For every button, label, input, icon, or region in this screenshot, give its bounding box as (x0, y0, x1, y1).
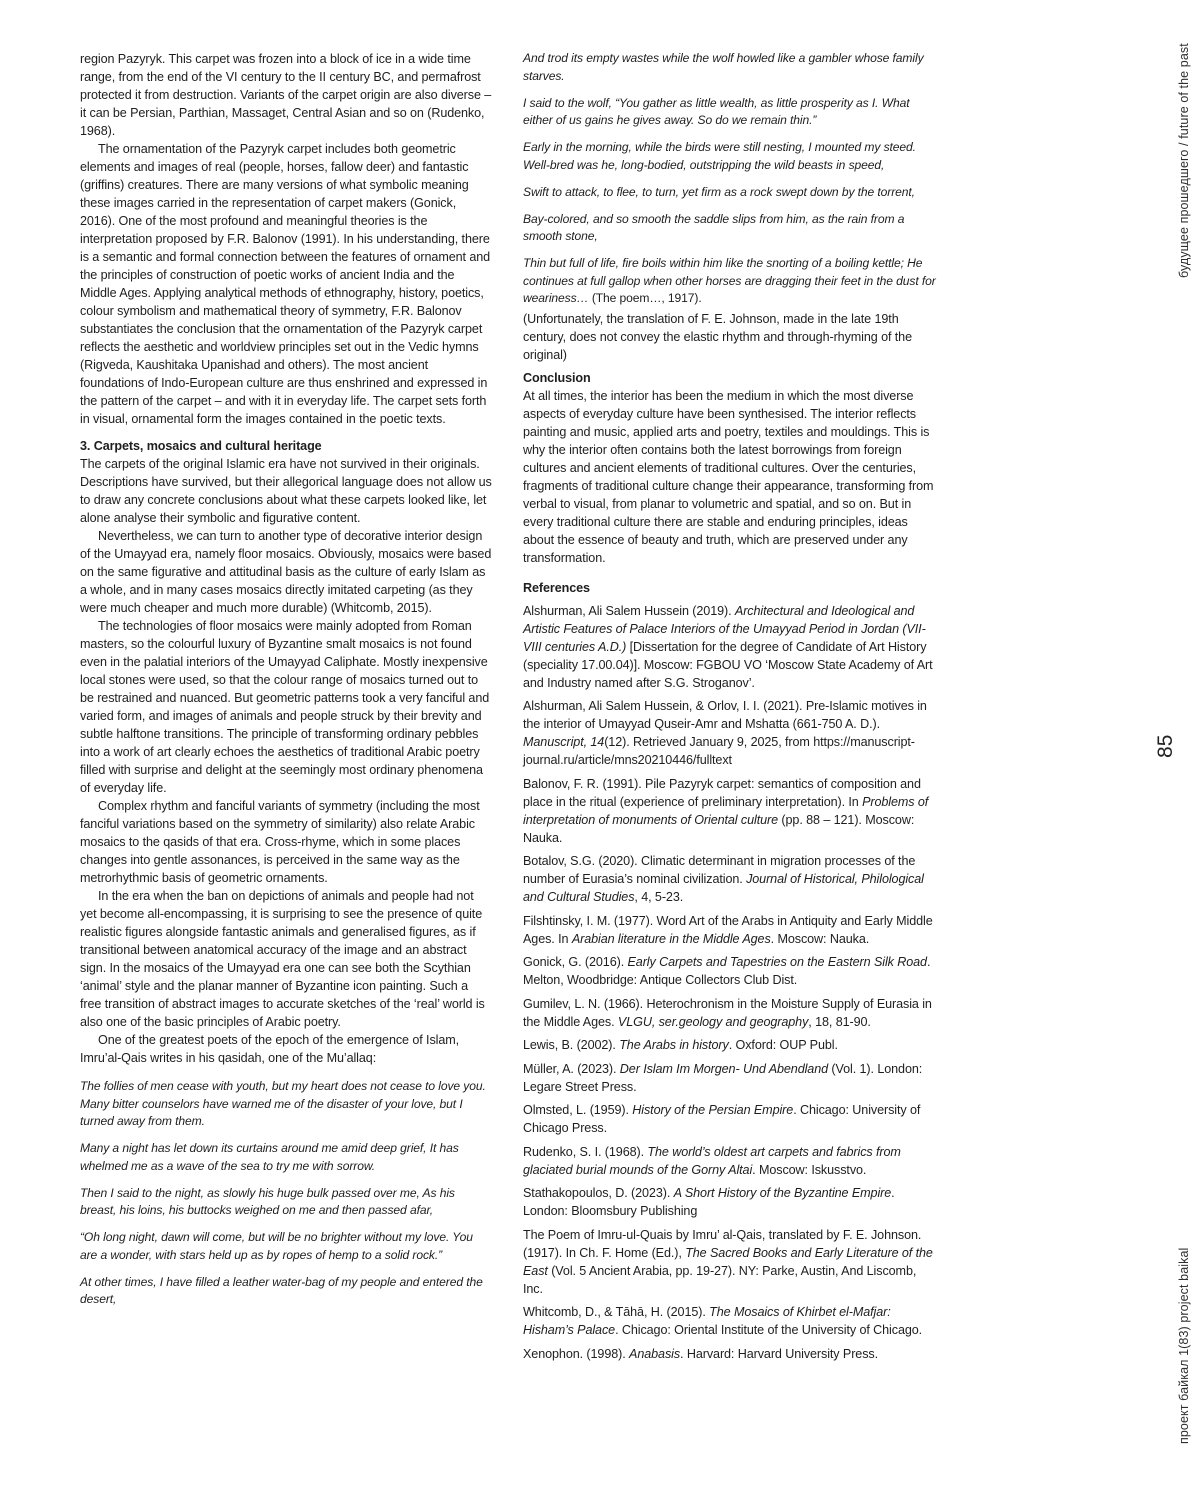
reference-text: The Poem of Imru-ul-Quais by Imru’ al-Qais, translated by F. E. Johnson. (1917). In Ch. F. Home (Ed.), (523, 1227, 922, 1260)
paragraph: One of the greatest poets of the epoch of the emergence of Islam, Imru’al-Qais writes in his qasidah, one of the Mu’allaq: (80, 1033, 460, 1065)
reference-text: . Moscow: Nauka. (770, 931, 870, 946)
reference-text: . Chicago: Oriental Institute of the University of Chicago. (615, 1323, 923, 1337)
reference-item (523, 1345, 936, 1363)
paragraph: Nevertheless, we can turn to another type of decorative interior design of the Umayyad era, namely floor mosaics. Obviously, mosaics were based on the same figurative and attitudinal basis as the culture of early Islam as a whole, and in many cases mosaics directly imitated carpeting (as they were much cheaper and much more durable) (Whitcomb, 2015). (80, 529, 492, 615)
poem-verse: Swift to attack, to flee, to turn, yet firm as a rock swept down by the torrent, (523, 184, 915, 199)
poem-verse: Then I said to the night, as slowly his huge bulk passed over me, As his breast, his loins, his buttocks weighed on me and then passed afar, (80, 1185, 455, 1217)
journal-title: проект байкал 1(83) project baikal (1177, 1247, 1191, 1444)
reference-item (523, 602, 936, 692)
reference-text: . Moscow: Iskusstvo. (752, 1162, 867, 1177)
paragraph: At all times, the interior has been the medium in which the most diverse aspects of everyday culture have been synthesised. The interior reflects painting and music, applied arts and poetry, textiles and mouldings. This is why the interior often contains both the latest borrowings from foreign cultures and ancient elements of traditional cultures. Over the centuries, fragments of traditional culture change their appearance, transforming from verbal to visual, from planar to volumetric and spatial, and so on. But in every traditional culture there are stable and enduring principles, ideas about the essence of beauty and truth, which are preserved under any transformation. (523, 388, 934, 565)
reference-text: . Melton, Woodbridge: Antique Collectors Club Dist. (523, 955, 931, 987)
reference-text: . London: Bloomsbury Publishing (523, 1186, 895, 1218)
poem-citation: (The poem…, 1917). (591, 291, 702, 305)
reference-text: Lewis, B. (2002). (523, 1038, 620, 1052)
reference-title: Anabasis (629, 1346, 681, 1361)
poem-verse: I said to the wolf, “You gather as little wealth, as little prosperity as I. What either of us gains he gives away. So do we remain thin.” (523, 95, 910, 127)
reference-title: A Short History of the Byzantine Empire (673, 1186, 892, 1200)
running-header: будущее прошедшего / future of the past (1177, 43, 1191, 278)
poem-verse: Many a night has let down its curtains around me amid deep grief, It has whelmed me as a wave of the sea to try me with sorrow. (80, 1141, 459, 1173)
reference-item (523, 1184, 936, 1220)
translation-note: (Unfortunately, the translation of F. E. Johnson, made in the late 19th century, does not convey the elastic rhythm and through-rhyming of the original) (523, 311, 912, 362)
paragraph: Complex rhythm and fanciful variants of symmetry (including the most fanciful variations based on the symmetry of similarity) also relate Arabic mosaics to the qasids of that era. Cross-rhyme, which in some places changes into gentle assonances, is perceived in the same way as the metrorhythmic basis of geometric ornaments. (80, 799, 480, 885)
reference-title: Early Carpets and Tapestries on the Eastern Silk Road (627, 955, 927, 969)
reference-text: Whitcomb, D., & Tāhā, H. (2015). (523, 1305, 710, 1319)
reference-text: Gumilev, L. N. (1966). Heterochronism in the Moisture Supply of Eurasia in the Middle Ages. (523, 996, 932, 1029)
reference-title: The Mosaics of Khirbet el-Mafjar: Hisham’s Palace (523, 1305, 891, 1337)
reference-item (523, 995, 936, 1031)
reference-text: (Vol. 5 Ancient Arabia, pp. 19-27). NY: Parke, Austin, And Liscomb, Inc. (523, 1263, 917, 1296)
references-heading: References (523, 580, 590, 595)
reference-title: Architectural and Ideological and Artistic Features of Palace Interiors of the Umayyad Period in Jordan (VII-VIII centuries A.D.) (523, 603, 926, 654)
paragraph: The carpets of the original Islamic era have not survived in their originals. Descriptions have survived, but their allegorical language does not allow us to draw any concrete conclusions about what these carpets looked like, let alone analyse their symbolic and figurative content. (80, 457, 492, 525)
left-column (80, 50, 492, 1318)
reference-text: [Dissertation for the degree of Candidate of Art History (speciality 17.00.04)]. Moscow: FGBOU VO ‘Moscow State Academy of Art and Industry named after S.G. Stroganov’. (523, 639, 933, 690)
reference-text: Stathakopoulos, D. (2023). (523, 1186, 674, 1200)
reference-item (523, 1143, 936, 1179)
poem-verse: And trod its empty wastes while the wolf howled like a gambler whose family starves. (523, 51, 924, 83)
poem-verse: At other times, I have filled a leather water-bag of my people and entered the desert, (80, 1274, 483, 1306)
reference-title: The Arabs in history (619, 1038, 729, 1052)
reference-item (523, 1303, 936, 1339)
section-heading: Conclusion (523, 370, 591, 385)
poem-verse: The follies of men cease with youth, but my heart does not cease to love you. Many bitter counselors have warned me of the disaster of your love, but I turned away from them. (80, 1079, 486, 1128)
reference-item (523, 1101, 936, 1137)
reference-text: Olmsted, L. (1959). (523, 1103, 633, 1117)
poem-verse: “Oh long night, dawn will come, but will be no brighter without my love. You are a wonder, with stars held up as by ropes of hemp to a solid rock.” (80, 1230, 473, 1262)
poem-verse: Early in the morning, while the birds were still nesting, I mounted my steed. Well-bred was he, long-bodied, outstripping the wild beasts in speed, (523, 140, 916, 172)
reference-text: Xenophon. (1998). (523, 1346, 630, 1361)
reference-title: The world’s oldest art carpets and fabrics from glaciated burial mounds of the Gorny Altai (523, 1144, 901, 1177)
reference-text: , 18, 81-90. (808, 1014, 871, 1029)
reference-text: Alshurman, Ali Salem Hussein (2019). (523, 603, 735, 618)
reference-text: Gonick, G. (2016). (523, 955, 628, 969)
poem-verse-text: Thin but full of life, fire boils within him like the snorting of a boiling kettle; He continues at full gallop when other horses are dragging their feet in the dust for weariness… (523, 256, 936, 305)
reference-title: Problems of interpretation of monuments of Oriental culture (523, 794, 929, 827)
reference-item (523, 1036, 936, 1054)
reference-text: Balonov, F. R. (1991). Pile Pazyryk carpet: semantics of composition and place in the ritual (experience of preliminary interpretation). In (523, 776, 921, 809)
references-list (523, 602, 936, 1363)
reference-title: The Sacred Books and Early Literature of the East (523, 1245, 933, 1278)
reference-title: Der Islam Im Morgen- Und Abendland (619, 1061, 829, 1076)
reference-text: Rudenko, S. I. (1968). (523, 1144, 648, 1159)
reference-item (523, 912, 936, 948)
reference-title: Manuscript, 14 (523, 735, 605, 749)
page-number: 85 (1154, 734, 1177, 758)
reference-text: (12). Retrieved January 9, 2025, from https://manuscript-journal.ru/article/mns20210446/fulltext (523, 735, 915, 767)
reference-text: Alshurman, Ali Salem Hussein, & Orlov, I. I. (2021). Pre-Islamic motives in the interior of Umayyad Quseir-Amr and Mshatta (661-750 A. D.). (523, 699, 927, 731)
reference-text: (Vol. 1). London: Legare Street Press. (523, 1061, 923, 1094)
right-column (523, 50, 936, 1368)
poem-verse: Bay-colored, and so smooth the saddle slips from him, as the rain from a smooth stone, (523, 211, 905, 243)
poem-verse (523, 255, 936, 308)
reference-text: Filshtinsky, I. M. (1977). Word Art of the Arabs in Antiquity and Early Middle Ages. In (523, 913, 933, 946)
reference-title: History of the Persian Empire (632, 1103, 794, 1117)
reference-item (523, 1060, 936, 1096)
reference-text: (pp. 88 – 121). Moscow: Nauka. (523, 812, 915, 845)
reference-item (523, 953, 936, 989)
reference-text: . Oxford: OUP Publ. (728, 1038, 838, 1052)
paragraph: region Pazyryk. This carpet was frozen into a block of ice in a wide time range, from the end of the VI century to the II century BC, and permafrost protected it from destruction. Variants of the carpet origin are also diverse – it can be Persian, Parthian, Massaget, Central Asian and so on (Rudenko, 1968). (80, 52, 492, 138)
reference-title: Arabian literature in the Middle Ages (571, 931, 771, 946)
reference-item (523, 775, 936, 847)
reference-text: . Chicago: University of Chicago Press. (523, 1103, 921, 1135)
reference-text: . Harvard: Harvard University Press. (680, 1346, 878, 1361)
reference-item (523, 1226, 936, 1298)
reference-text: Müller, A. (2023). (523, 1061, 620, 1076)
reference-text: Botalov, S.G. (2020). Climatic determinant in migration processes of the number of Eurasia’s nominal civilization. (523, 854, 916, 886)
reference-text: , 4, 5-23. (634, 890, 684, 904)
paragraph: The technologies of floor mosaics were mainly adopted from Roman masters, so the colourful luxury of Byzantine smalt mosaics is not found even in the palatial interiors of the Umayyad Caliphate. Mostly inexpensive local stones were used, so that the colour range of mosaics turned out to be restrained and nuanced. But geometric patterns took a very fanciful and varied form, and images of animals and people struck by their brevity and subtle halftone transitions. The principle of transforming ordinary pebbles into a work of art clearly echoes the aesthetics of traditional Arabic poetry filled with surprise and delight at the seemingly most ordinary phenomena of everyday life. (80, 619, 490, 795)
reference-title: VLGU, ser.geology and geography (617, 1014, 809, 1029)
reference-item (523, 697, 936, 769)
section-heading: 3. Carpets, mosaics and cultural heritage (80, 439, 322, 453)
reference-title: Journal of Historical, Philological and Cultural Studies (523, 872, 924, 904)
paragraph: In the era when the ban on depictions of animals and people had not yet become all-encompassing, it is surprising to see the presence of quite realistic figures alongside fantastic animals and generalised figures, as if transitional between anatomical accuracy of the image and an abstract sign. In the mosaics of the Umayyad era one can see both the Scythian ‘animal’ style and the planar manner of Byzantine icon painting. Such a free transition of abstract images to accurate sketches of the ‘real’ world is also one of the basic principles of Arabic poetry. (80, 889, 485, 1029)
paragraph: The ornamentation of the Pazyryk carpet includes both geometric elements and images of real (people, horses, fallow deer) and fantastic (griffins) creatures. There are many versions of what symbolic meaning these images carried in the representation of carpet makers (Gonick, 2016). One of the most profound and meaningful theories is the interpretation proposed by F.R. Balonov (1991). In his understanding, there is a semantic and formal connection between the features of ornament and the principles of construction of poetic works of ancient India and the Middle Ages. Applying analytical methods of ethnography, history, poetics, colour symbolism and mathematical theory of symmetry, F.R. Balonov substantiates the conclusion that the ornamentation of the Pazyryk carpet reflects the aesthetic and worldview principles set out in the Vedic hymns (Rigveda, Kaushitaka Upanishad and others). The most ancient foundations of Indo-European culture are thus enshrined and expressed in the pattern of the carpet – and with it in everyday life. The carpet sets forth in visual, ornamental form the images contained in the poetic texts. (80, 142, 491, 426)
reference-item (523, 852, 936, 906)
